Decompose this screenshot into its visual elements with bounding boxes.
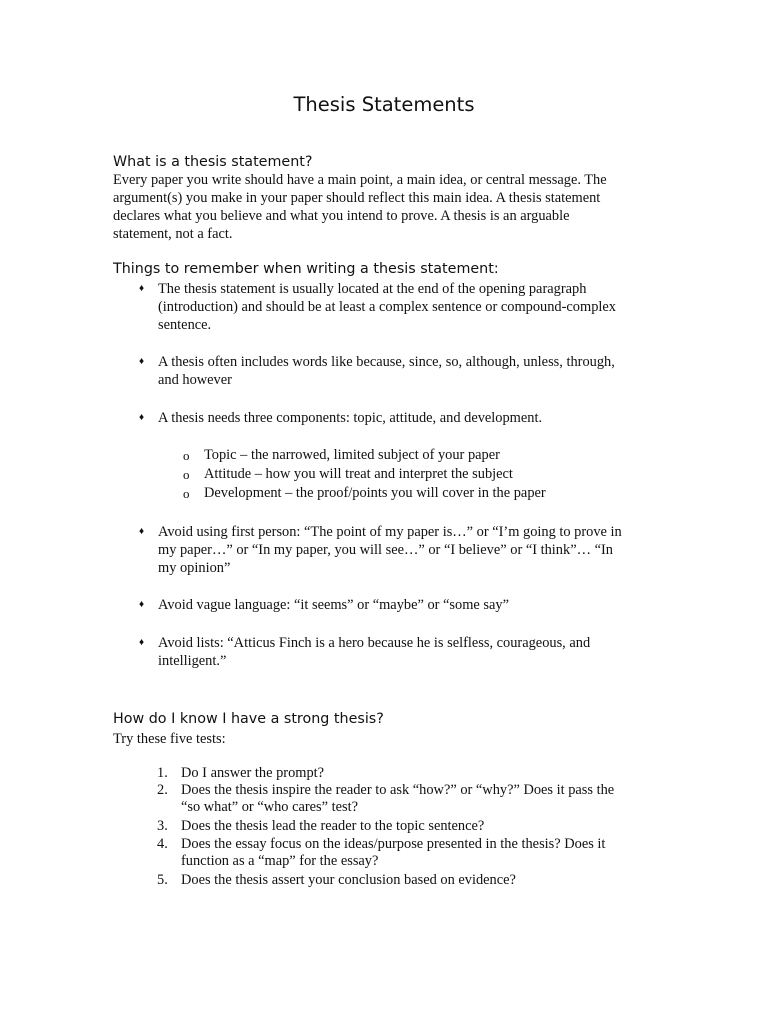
- section-heading-strong-thesis: How do I know I have a strong thesis?: [113, 711, 384, 727]
- numbered-item: [181, 872, 516, 889]
- bullet-line: A thesis often includes words like because, since, so, although, unless, through,: [158, 354, 615, 370]
- numbered-line: function as a “map” for the essay?: [181, 853, 379, 869]
- numbered-item: [181, 818, 484, 835]
- numbered-line: “so what” or “who cares” test?: [181, 799, 359, 815]
- list-number: 1.: [157, 765, 168, 781]
- circle-bullet-icon: o: [183, 486, 190, 501]
- bullet-line: my paper…” or “In my paper, you will see…” or “I believe” or “I think”… “In: [158, 542, 613, 558]
- bullet-line: The thesis statement is usually located at the end of the opening paragraph: [158, 281, 587, 297]
- paragraph-line: declares what you believe and what you intend to prove. A thesis is an arguable: [113, 208, 570, 224]
- paragraph-line: statement, not a fact.: [113, 226, 233, 242]
- numbered-line: Does the thesis inspire the reader to ask “how?” or “why?” Does it pass the: [181, 782, 615, 798]
- bullet-line: my opinion”: [158, 560, 231, 576]
- page-title: Thesis Statements: [293, 93, 475, 116]
- intro-paragraph: [113, 171, 607, 243]
- diamond-bullet-icon: ♦: [139, 599, 145, 610]
- list-number: 4.: [157, 836, 168, 852]
- numbered-item: [181, 765, 324, 782]
- sub-item-development: Development – the proof/points you will cover in the paper: [204, 485, 546, 501]
- sub-item-attitude: Attitude – how you will treat and interpret the subject: [204, 466, 513, 482]
- list-number: 2.: [157, 782, 168, 798]
- paragraph-line: argument(s) you make in your paper should reflect this main idea. A thesis statement: [113, 190, 601, 206]
- bullet-line: Avoid using first person: “The point of my paper is…” or “I’m going to prove in: [158, 524, 622, 540]
- list-number: 5.: [157, 872, 168, 888]
- bullet-line: sentence.: [158, 317, 212, 333]
- tests-intro: Try these five tests:: [113, 731, 226, 747]
- bullet-line: (introduction) and should be at least a complex sentence or compound-complex: [158, 299, 616, 315]
- numbered-line: Do I answer the prompt?: [181, 765, 325, 781]
- bullet-item: [158, 353, 615, 389]
- bullet-line: intelligent.”: [158, 653, 227, 669]
- circle-bullet-icon: o: [183, 448, 190, 463]
- circle-bullet-icon: o: [183, 467, 190, 482]
- bullet-item: [158, 596, 509, 614]
- bullet-line: Avoid vague language: “it seems” or “maybe” or “some say”: [158, 597, 509, 613]
- sub-item-topic: Topic – the narrowed, limited subject of your paper: [204, 447, 500, 463]
- section-heading-what-is-thesis: What is a thesis statement?: [113, 154, 313, 170]
- bullet-item: [158, 280, 616, 334]
- bullet-item: [158, 409, 542, 427]
- diamond-bullet-icon: ♦: [139, 526, 145, 537]
- bullet-line: Avoid lists: “Atticus Finch is a hero because he is selfless, courageous, and: [158, 635, 591, 651]
- numbered-line: Does the essay focus on the ideas/purpose presented in the thesis? Does it: [181, 836, 606, 852]
- numbered-line: Does the thesis lead the reader to the topic sentence?: [181, 818, 485, 834]
- numbered-item: [181, 836, 605, 870]
- diamond-bullet-icon: ♦: [139, 637, 145, 648]
- section-heading-things-to-remember: Things to remember when writing a thesis statement:: [113, 261, 499, 277]
- bullet-line: A thesis needs three components: topic, attitude, and development.: [158, 410, 543, 426]
- paragraph-line: Every paper you write should have a main point, a main idea, or central message. The: [113, 172, 607, 188]
- diamond-bullet-icon: ♦: [139, 283, 145, 294]
- bullet-line: and however: [158, 372, 232, 388]
- bullet-item: [158, 634, 590, 670]
- diamond-bullet-icon: ♦: [139, 356, 145, 367]
- list-number: 3.: [157, 818, 168, 834]
- numbered-item: [181, 782, 614, 816]
- numbered-line: Does the thesis assert your conclusion based on evidence?: [181, 872, 516, 888]
- bullet-item: [158, 523, 622, 577]
- diamond-bullet-icon: ♦: [139, 412, 145, 423]
